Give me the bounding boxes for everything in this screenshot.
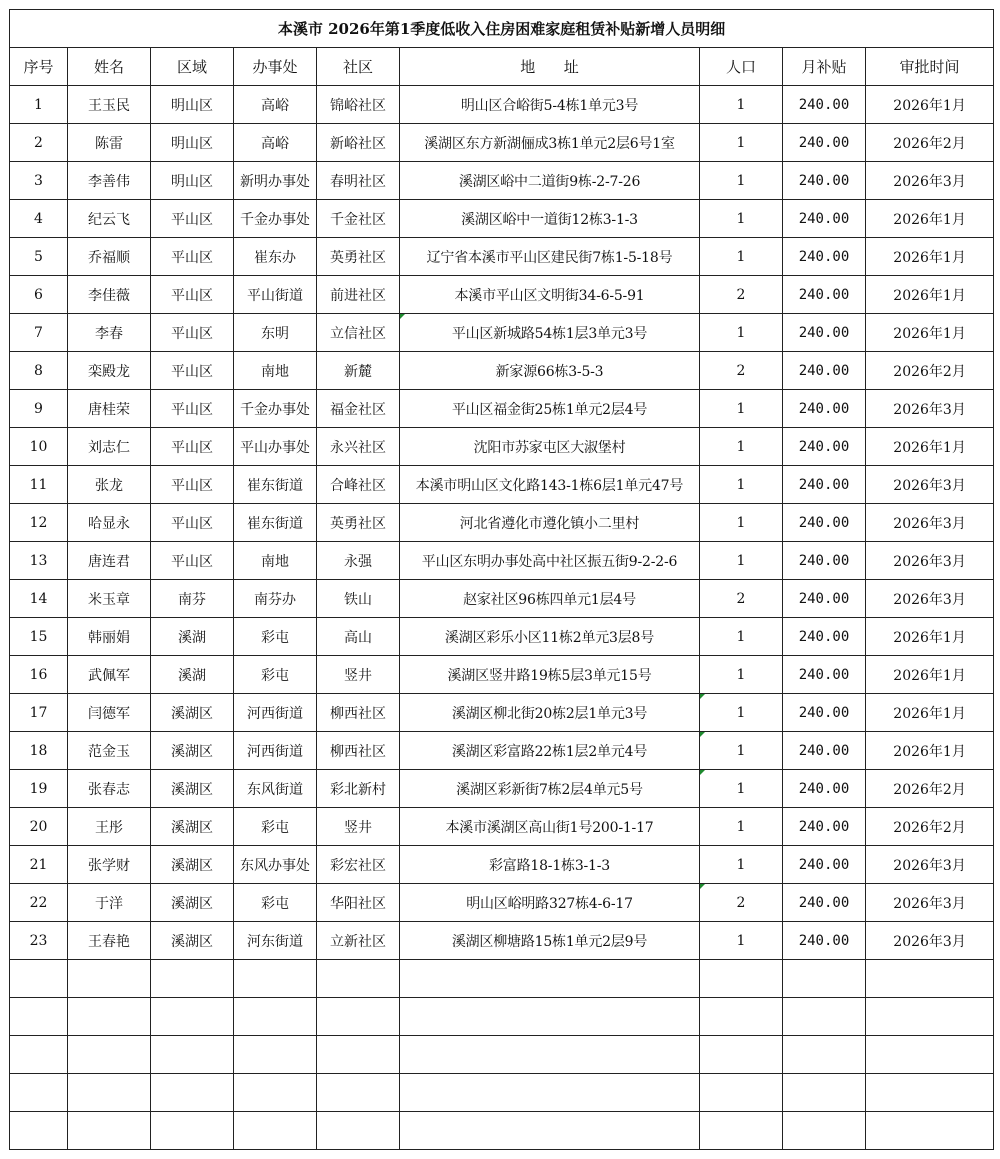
- cell-no: 15: [10, 618, 68, 656]
- cell-community: 柳西社区: [317, 732, 400, 770]
- empty-cell: [10, 1036, 68, 1074]
- table-row: [10, 276, 994, 314]
- cell-office: 高峪: [234, 86, 317, 124]
- empty-cell: [783, 1036, 866, 1074]
- cell-no: 6: [10, 276, 68, 314]
- table-row: [10, 390, 994, 428]
- cell-office: 彩屯: [234, 618, 317, 656]
- cell-approval: 2026年1月: [866, 276, 994, 314]
- cell-community: 柳西社区: [317, 694, 400, 732]
- cell-persons: 1: [700, 618, 783, 656]
- cell-approval: 2026年1月: [866, 656, 994, 694]
- cell-subsidy: 240.00: [783, 390, 866, 428]
- cell-name: 纪云飞: [68, 200, 151, 238]
- table-row: [10, 732, 994, 770]
- cell-subsidy: 240.00: [783, 770, 866, 808]
- empty-cell: [866, 1112, 994, 1150]
- cell-office: 高峪: [234, 124, 317, 162]
- cell-name: 哈显永: [68, 504, 151, 542]
- cell-subsidy: 240.00: [783, 86, 866, 124]
- cell-district: 明山区: [151, 162, 234, 200]
- cell-subsidy: 240.00: [783, 732, 866, 770]
- empty-cell: [68, 1112, 151, 1150]
- cell-name: 王春艳: [68, 922, 151, 960]
- cell-approval: 2026年1月: [866, 732, 994, 770]
- cell-persons: 2: [700, 276, 783, 314]
- empty-cell: [234, 1112, 317, 1150]
- cell-name: 范金玉: [68, 732, 151, 770]
- cell-persons: 1: [700, 732, 783, 770]
- cell-subsidy: 240.00: [783, 124, 866, 162]
- cell-persons: 1: [700, 656, 783, 694]
- empty-cell: [783, 960, 866, 998]
- table-row: [10, 808, 994, 846]
- cell-approval: 2026年1月: [866, 694, 994, 732]
- cell-address: 溪湖区竖井路19栋5层3单元15号: [400, 656, 700, 694]
- page-title: 本溪市 2026年第1季度低收入住房困难家庭租赁补贴新增人员明细: [10, 10, 994, 48]
- cell-name: 乔福顺: [68, 238, 151, 276]
- cell-subsidy: 240.00: [783, 276, 866, 314]
- cell-office: 彩屯: [234, 808, 317, 846]
- cell-subsidy: 240.00: [783, 580, 866, 618]
- cell-approval: 2026年3月: [866, 504, 994, 542]
- cell-approval: 2026年1月: [866, 314, 994, 352]
- empty-cell: [234, 1074, 317, 1112]
- cell-no: 1: [10, 86, 68, 124]
- cell-office: 彩屯: [234, 656, 317, 694]
- cell-name: 李善伟: [68, 162, 151, 200]
- cell-office: 崔东办: [234, 238, 317, 276]
- cell-district: 平山区: [151, 466, 234, 504]
- cell-subsidy: 240.00: [783, 694, 866, 732]
- cell-persons: 1: [700, 162, 783, 200]
- header-subsidy: 月补贴: [783, 48, 866, 86]
- cell-community: 英勇社区: [317, 504, 400, 542]
- table-row: [10, 162, 994, 200]
- table-row: [10, 846, 994, 884]
- cell-no: 23: [10, 922, 68, 960]
- cell-persons: 1: [700, 314, 783, 352]
- empty-cell: [151, 1074, 234, 1112]
- header-office: 办事处: [234, 48, 317, 86]
- cell-district: 溪湖: [151, 618, 234, 656]
- cell-subsidy: 240.00: [783, 428, 866, 466]
- cell-address: 溪湖区东方新湖俪成3栋1单元2层6号1室: [400, 124, 700, 162]
- empty-cell: [234, 960, 317, 998]
- cell-persons: 1: [700, 922, 783, 960]
- empty-cell: [10, 998, 68, 1036]
- cell-district: 平山区: [151, 542, 234, 580]
- cell-name: 李佳薇: [68, 276, 151, 314]
- empty-cell: [68, 998, 151, 1036]
- cell-district: 溪湖区: [151, 846, 234, 884]
- cell-district: 平山区: [151, 428, 234, 466]
- cell-persons: 1: [700, 200, 783, 238]
- cell-name: 张龙: [68, 466, 151, 504]
- table-row: [10, 884, 994, 922]
- cell-district: 南芬: [151, 580, 234, 618]
- cell-office: 南芬办: [234, 580, 317, 618]
- cell-persons: 1: [700, 466, 783, 504]
- cell-district: 溪湖区: [151, 694, 234, 732]
- cell-name: 王玉民: [68, 86, 151, 124]
- empty-cell: [10, 960, 68, 998]
- cell-district: 溪湖区: [151, 808, 234, 846]
- cell-community: 千金社区: [317, 200, 400, 238]
- header-address: 地 址: [400, 48, 700, 86]
- cell-district: 平山区: [151, 238, 234, 276]
- empty-row: [10, 1112, 994, 1150]
- header-persons: 人口: [700, 48, 783, 86]
- cell-name: 陈雷: [68, 124, 151, 162]
- empty-cell: [151, 1036, 234, 1074]
- cell-subsidy: 240.00: [783, 618, 866, 656]
- cell-approval: 2026年3月: [866, 466, 994, 504]
- empty-cell: [700, 1074, 783, 1112]
- cell-name: 于洋: [68, 884, 151, 922]
- empty-cell: [400, 1036, 700, 1074]
- cell-subsidy: 240.00: [783, 922, 866, 960]
- cell-district: 溪湖区: [151, 884, 234, 922]
- cell-address: 溪湖区峪中一道街12栋3-1-3: [400, 200, 700, 238]
- cell-address: 本溪市明山区文化路143-1栋6层1单元47号: [400, 466, 700, 504]
- cell-persons: 1: [700, 390, 783, 428]
- cell-office: 东风办事处: [234, 846, 317, 884]
- cell-office: 平山办事处: [234, 428, 317, 466]
- empty-cell: [10, 1112, 68, 1150]
- cell-office: 彩屯: [234, 884, 317, 922]
- cell-address: 本溪市溪湖区高山街1号200-1-17: [400, 808, 700, 846]
- empty-cell: [700, 1036, 783, 1074]
- table-row: [10, 922, 994, 960]
- cell-community: 永兴社区: [317, 428, 400, 466]
- cell-address: 溪湖区柳北街20栋2层1单元3号: [400, 694, 700, 732]
- empty-cell: [317, 1036, 400, 1074]
- cell-office: 南地: [234, 542, 317, 580]
- cell-name: 李春: [68, 314, 151, 352]
- cell-no: 21: [10, 846, 68, 884]
- cell-address: 溪湖区柳塘路15栋1单元2层9号: [400, 922, 700, 960]
- cell-office: 河西街道: [234, 694, 317, 732]
- cell-no: 22: [10, 884, 68, 922]
- empty-cell: [151, 960, 234, 998]
- cell-approval: 2026年3月: [866, 390, 994, 428]
- empty-cell: [151, 1112, 234, 1150]
- cell-subsidy: 240.00: [783, 808, 866, 846]
- cell-persons: 1: [700, 846, 783, 884]
- cell-community: 彩宏社区: [317, 846, 400, 884]
- cell-office: 东风街道: [234, 770, 317, 808]
- cell-persons: 1: [700, 694, 783, 732]
- table-row: [10, 238, 994, 276]
- empty-cell: [68, 960, 151, 998]
- table-row: [10, 542, 994, 580]
- subsidy-table: [9, 9, 994, 1150]
- empty-cell: [68, 1074, 151, 1112]
- cell-address: 沈阳市苏家屯区大淑堡村: [400, 428, 700, 466]
- cell-address: 溪湖区彩新街7栋2层4单元5号: [400, 770, 700, 808]
- cell-subsidy: 240.00: [783, 504, 866, 542]
- cell-no: 16: [10, 656, 68, 694]
- header-district: 区域: [151, 48, 234, 86]
- cell-address: 平山区新城路54栋1层3单元3号: [400, 314, 700, 352]
- cell-persons: 1: [700, 504, 783, 542]
- cell-subsidy: 240.00: [783, 656, 866, 694]
- cell-no: 11: [10, 466, 68, 504]
- cell-office: 平山街道: [234, 276, 317, 314]
- cell-district: 溪湖区: [151, 770, 234, 808]
- cell-address: 平山区东明办事处高中社区振五街9-2-2-6: [400, 542, 700, 580]
- cell-address: 溪湖区峪中二道街9栋-2-7-26: [400, 162, 700, 200]
- table-row: [10, 124, 994, 162]
- cell-community: 英勇社区: [317, 238, 400, 276]
- cell-subsidy: 240.00: [783, 542, 866, 580]
- cell-approval: 2026年2月: [866, 124, 994, 162]
- cell-community: 铁山: [317, 580, 400, 618]
- cell-name: 唐连君: [68, 542, 151, 580]
- cell-community: 彩北新村: [317, 770, 400, 808]
- cell-address: 彩富路18-1栋3-1-3: [400, 846, 700, 884]
- cell-no: 18: [10, 732, 68, 770]
- cell-name: 王彤: [68, 808, 151, 846]
- empty-cell: [234, 1036, 317, 1074]
- cell-approval: 2026年3月: [866, 162, 994, 200]
- empty-cell: [866, 998, 994, 1036]
- header-approval: 审批时间: [866, 48, 994, 86]
- empty-cell: [866, 1036, 994, 1074]
- cell-community: 前进社区: [317, 276, 400, 314]
- table-row: [10, 352, 994, 390]
- cell-community: 福金社区: [317, 390, 400, 428]
- empty-cell: [234, 998, 317, 1036]
- cell-no: 5: [10, 238, 68, 276]
- cell-district: 溪湖区: [151, 922, 234, 960]
- cell-community: 新峪社区: [317, 124, 400, 162]
- cell-office: 崔东街道: [234, 466, 317, 504]
- table-row: [10, 466, 994, 504]
- cell-district: 平山区: [151, 200, 234, 238]
- table-row: [10, 618, 994, 656]
- cell-approval: 2026年2月: [866, 352, 994, 390]
- cell-district: 平山区: [151, 314, 234, 352]
- cell-persons: 1: [700, 86, 783, 124]
- cell-name: 张春志: [68, 770, 151, 808]
- cell-persons: 2: [700, 884, 783, 922]
- empty-cell: [317, 1074, 400, 1112]
- cell-no: 9: [10, 390, 68, 428]
- empty-cell: [700, 1112, 783, 1150]
- cell-subsidy: 240.00: [783, 884, 866, 922]
- cell-office: 河西街道: [234, 732, 317, 770]
- header-community: 社区: [317, 48, 400, 86]
- cell-community: 立新社区: [317, 922, 400, 960]
- empty-cell: [151, 998, 234, 1036]
- cell-persons: 1: [700, 770, 783, 808]
- cell-name: 刘志仁: [68, 428, 151, 466]
- cell-approval: 2026年1月: [866, 86, 994, 124]
- header-no: 序号: [10, 48, 68, 86]
- table-row: [10, 694, 994, 732]
- cell-district: 平山区: [151, 390, 234, 428]
- cell-address: 河北省遵化市遵化镇小二里村: [400, 504, 700, 542]
- cell-approval: 2026年2月: [866, 770, 994, 808]
- cell-persons: 1: [700, 238, 783, 276]
- cell-community: 竖井: [317, 656, 400, 694]
- empty-cell: [783, 998, 866, 1036]
- cell-community: 永强: [317, 542, 400, 580]
- empty-cell: [317, 1112, 400, 1150]
- cell-district: 明山区: [151, 86, 234, 124]
- cell-subsidy: 240.00: [783, 846, 866, 884]
- empty-cell: [866, 1074, 994, 1112]
- cell-no: 20: [10, 808, 68, 846]
- cell-community: 竖井: [317, 808, 400, 846]
- cell-no: 13: [10, 542, 68, 580]
- cell-approval: 2026年3月: [866, 846, 994, 884]
- empty-cell: [400, 1074, 700, 1112]
- cell-approval: 2026年3月: [866, 884, 994, 922]
- cell-no: 4: [10, 200, 68, 238]
- cell-no: 14: [10, 580, 68, 618]
- header-name: 姓名: [68, 48, 151, 86]
- cell-name: 栾殿龙: [68, 352, 151, 390]
- cell-no: 12: [10, 504, 68, 542]
- empty-cell: [400, 960, 700, 998]
- cell-address: 平山区福金街25栋1单元2层4号: [400, 390, 700, 428]
- cell-community: 锦峪社区: [317, 86, 400, 124]
- cell-persons: 1: [700, 428, 783, 466]
- cell-community: 立信社区: [317, 314, 400, 352]
- cell-name: 唐桂荣: [68, 390, 151, 428]
- cell-district: 溪湖: [151, 656, 234, 694]
- cell-name: 韩丽娟: [68, 618, 151, 656]
- empty-cell: [10, 1074, 68, 1112]
- cell-community: 春明社区: [317, 162, 400, 200]
- empty-cell: [317, 998, 400, 1036]
- cell-name: 武佩军: [68, 656, 151, 694]
- empty-cell: [866, 960, 994, 998]
- cell-address: 辽宁省本溪市平山区建民街7栋1-5-18号: [400, 238, 700, 276]
- cell-address: 本溪市平山区文明街34-6-5-91: [400, 276, 700, 314]
- cell-office: 千金办事处: [234, 390, 317, 428]
- empty-row: [10, 998, 994, 1036]
- cell-approval: 2026年1月: [866, 238, 994, 276]
- empty-cell: [783, 1074, 866, 1112]
- table-row: [10, 504, 994, 542]
- cell-no: 19: [10, 770, 68, 808]
- cell-subsidy: 240.00: [783, 162, 866, 200]
- cell-subsidy: 240.00: [783, 200, 866, 238]
- cell-approval: 2026年2月: [866, 808, 994, 846]
- cell-approval: 2026年3月: [866, 580, 994, 618]
- cell-persons: 1: [700, 542, 783, 580]
- cell-subsidy: 240.00: [783, 314, 866, 352]
- cell-address: 明山区合峪街5-4栋1单元3号: [400, 86, 700, 124]
- cell-address: 明山区峪明路327栋4-6-17: [400, 884, 700, 922]
- cell-no: 7: [10, 314, 68, 352]
- cell-persons: 1: [700, 124, 783, 162]
- cell-approval: 2026年3月: [866, 542, 994, 580]
- table-row: [10, 314, 994, 352]
- empty-cell: [400, 1112, 700, 1150]
- cell-office: 东明: [234, 314, 317, 352]
- empty-cell: [68, 1036, 151, 1074]
- cell-community: 合峰社区: [317, 466, 400, 504]
- cell-name: 米玉章: [68, 580, 151, 618]
- cell-community: 新麓: [317, 352, 400, 390]
- cell-approval: 2026年3月: [866, 922, 994, 960]
- empty-cell: [400, 998, 700, 1036]
- cell-office: 千金办事处: [234, 200, 317, 238]
- cell-no: 8: [10, 352, 68, 390]
- cell-address: 新家源66栋3-5-3: [400, 352, 700, 390]
- table-row: [10, 580, 994, 618]
- cell-office: 崔东街道: [234, 504, 317, 542]
- cell-subsidy: 240.00: [783, 466, 866, 504]
- cell-no: 10: [10, 428, 68, 466]
- cell-name: 张学财: [68, 846, 151, 884]
- cell-name: 闫德军: [68, 694, 151, 732]
- cell-district: 平山区: [151, 276, 234, 314]
- cell-address: 溪湖区彩富路22栋1层2单元4号: [400, 732, 700, 770]
- cell-no: 2: [10, 124, 68, 162]
- cell-district: 平山区: [151, 352, 234, 390]
- cell-district: 明山区: [151, 124, 234, 162]
- cell-subsidy: 240.00: [783, 238, 866, 276]
- cell-approval: 2026年1月: [866, 618, 994, 656]
- table-row: [10, 86, 994, 124]
- cell-persons: 2: [700, 580, 783, 618]
- cell-persons: 2: [700, 352, 783, 390]
- header-row: [10, 48, 994, 86]
- cell-subsidy: 240.00: [783, 352, 866, 390]
- empty-cell: [783, 1112, 866, 1150]
- cell-office: 新明办事处: [234, 162, 317, 200]
- cell-persons: 1: [700, 808, 783, 846]
- cell-office: 河东街道: [234, 922, 317, 960]
- empty-row: [10, 1036, 994, 1074]
- cell-community: 华阳社区: [317, 884, 400, 922]
- cell-community: 高山: [317, 618, 400, 656]
- cell-approval: 2026年1月: [866, 428, 994, 466]
- empty-row: [10, 960, 994, 998]
- table-row: [10, 428, 994, 466]
- cell-district: 溪湖区: [151, 732, 234, 770]
- cell-no: 17: [10, 694, 68, 732]
- empty-cell: [317, 960, 400, 998]
- cell-address: 溪湖区彩乐小区11栋2单元3层8号: [400, 618, 700, 656]
- empty-cell: [700, 960, 783, 998]
- cell-office: 南地: [234, 352, 317, 390]
- table-row: [10, 200, 994, 238]
- empty-cell: [700, 998, 783, 1036]
- table-row: [10, 770, 994, 808]
- empty-row: [10, 1074, 994, 1112]
- cell-approval: 2026年1月: [866, 200, 994, 238]
- cell-no: 3: [10, 162, 68, 200]
- table-row: [10, 656, 994, 694]
- cell-address: 赵家社区96栋四单元1层4号: [400, 580, 700, 618]
- cell-district: 平山区: [151, 504, 234, 542]
